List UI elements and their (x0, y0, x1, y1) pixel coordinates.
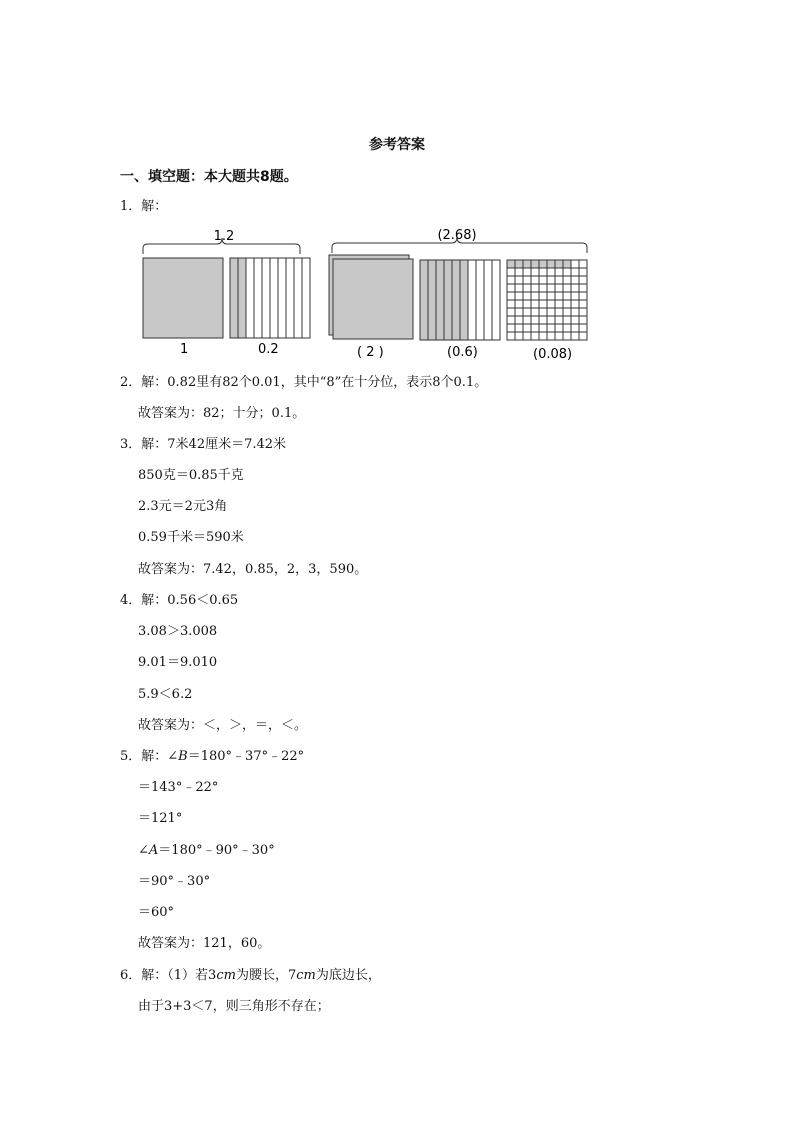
tenth-strip (230, 258, 238, 338)
hundredth-cell (507, 308, 515, 316)
hundredth-cell (579, 324, 587, 332)
hundredth-cell (515, 292, 523, 300)
label-one: 1 (180, 342, 189, 357)
hundredth-cell (579, 300, 587, 308)
hundredth-cell (555, 324, 563, 332)
label-point-six: (0.6) (447, 345, 478, 360)
page-title: 参考答案 (369, 137, 425, 153)
tenth-strip (302, 258, 310, 338)
hundredth-cell (507, 316, 515, 324)
hundredth-cell (523, 268, 531, 276)
hundredth-cell (563, 300, 571, 308)
hundredth-cell (539, 292, 547, 300)
hundredth-cell (539, 260, 547, 268)
hundredth-cell (507, 276, 515, 284)
q6-line-1 (120, 967, 381, 985)
tenth-strip (294, 258, 302, 338)
hundredth-cell (523, 332, 531, 340)
hundredth-cell (563, 292, 571, 300)
tenth-strip (476, 260, 484, 340)
hundredth-cell (539, 332, 547, 340)
hundredth-cell (515, 308, 523, 316)
hundredth-cell (579, 332, 587, 340)
hundredth-cell (579, 316, 587, 324)
hundredth-cell (507, 300, 515, 308)
hundredth-cell (571, 316, 579, 324)
hundredth-cell (507, 324, 515, 332)
hundredth-cell (555, 276, 563, 284)
hundredth-cell (523, 300, 531, 308)
q5-line-5: ＝90°﹣30° (138, 874, 211, 889)
front-square (333, 259, 413, 339)
hundredth-cell (563, 260, 571, 268)
q3-line-1: 3．解：7米42厘米＝7.42米 (120, 437, 287, 452)
hundredth-cell (531, 268, 539, 276)
hundredth-cell (523, 308, 531, 316)
hundredth-cell (507, 268, 515, 276)
tenth-strip (468, 260, 476, 340)
hundredth-cell (571, 324, 579, 332)
q5-line-1-rest: ＝180°﹣37°﹣22° (187, 749, 305, 764)
hundredth-cell (547, 268, 555, 276)
tenth-strip (270, 258, 278, 338)
hundredth-cell (515, 332, 523, 340)
q5-line-2: ＝143°﹣22° (138, 780, 219, 795)
hundredth-cell (563, 324, 571, 332)
q2-line: 2．解：0.82里有82个0.01，其中“8”在十分位，表示8个0.1。 (120, 375, 488, 390)
hundredth-cell (555, 332, 563, 340)
hundredth-cell (515, 260, 523, 268)
hundredth-cell (507, 284, 515, 292)
hundredth-cell (531, 324, 539, 332)
hundredth-cell (515, 284, 523, 292)
tenths-square-0-2 (230, 258, 310, 338)
angle-b-letter: B (178, 749, 188, 764)
tenth-strip (444, 260, 452, 340)
q5-prefix: 5．解：∠ (120, 749, 179, 764)
tenth-strip (460, 260, 468, 340)
hundredth-cell (539, 324, 547, 332)
q1-label: 1．解： (120, 199, 168, 214)
tenth-strip (278, 258, 286, 338)
q6-mid: 为腰长，7 (235, 968, 297, 983)
hundredth-cell (555, 316, 563, 324)
hundredth-cell (531, 308, 539, 316)
hundredth-cell (515, 300, 523, 308)
q6-prefix: 6．解：（1）若3 (120, 968, 217, 983)
hundredth-cell (547, 284, 555, 292)
hundredth-cell (579, 284, 587, 292)
hundredth-cell (547, 308, 555, 316)
hundredth-cell (523, 324, 531, 332)
tenth-strip (254, 258, 262, 338)
decimal-model-figure (140, 226, 595, 366)
hundredth-cell (523, 276, 531, 284)
left-brace-label: 1.2 (213, 229, 235, 244)
hundredth-cell (555, 268, 563, 276)
hundredth-cell (547, 292, 555, 300)
q6-suffix: 为底边长， (315, 968, 381, 983)
hundredth-cell (579, 292, 587, 300)
tenths-square-0-6 (420, 260, 500, 340)
hundredth-cell (563, 308, 571, 316)
hundredth-cell (531, 316, 539, 324)
hundredth-cell (547, 300, 555, 308)
label-two: ( 2 ) (357, 345, 384, 360)
section-heading: 一、填空题：本大题共8题。 (120, 169, 298, 185)
q4-line-4: 5.9＜6.2 (138, 687, 193, 702)
q5-line-4-rest: ＝180°﹣90°﹣30° (158, 843, 275, 858)
q2-answer: 故答案为：82；十分；0.1。 (138, 406, 306, 421)
q5-line-6: ＝60° (138, 905, 175, 920)
right-brace-label: (2.68) (437, 228, 477, 243)
hundredth-cell (531, 332, 539, 340)
hundredth-cell (571, 276, 579, 284)
hundredth-cell (523, 284, 531, 292)
q6-line-2: 由于3+3＜7，则三角形不存在； (138, 999, 330, 1014)
whole-square (143, 258, 223, 338)
hundredth-cell (571, 292, 579, 300)
hundredth-cell (571, 332, 579, 340)
hundredth-cell (539, 268, 547, 276)
q5-line-4 (138, 842, 275, 860)
hundredth-cell (531, 276, 539, 284)
angle-symbol: ∠ (138, 843, 149, 858)
hundredth-cell (571, 284, 579, 292)
hundredth-cell (555, 292, 563, 300)
hundredth-cell (539, 300, 547, 308)
q4-line-2: 3.08＞3.008 (138, 624, 218, 639)
hundredth-cell (539, 284, 547, 292)
hundredth-cell (515, 316, 523, 324)
hundredth-cell (555, 260, 563, 268)
hundredth-cell (547, 316, 555, 324)
hundredth-cell (547, 276, 555, 284)
q4-answer: 故答案为：＜，＞，＝，＜。 (138, 718, 308, 733)
tenth-strip (428, 260, 436, 340)
hundredth-cell (563, 316, 571, 324)
hundredth-cell (507, 332, 515, 340)
tenth-strip (246, 258, 254, 338)
hundredth-cell (515, 276, 523, 284)
hundredth-cell (531, 284, 539, 292)
hundredth-cell (523, 260, 531, 268)
hundredth-cell (563, 332, 571, 340)
hundredth-cell (555, 300, 563, 308)
tenth-strip (492, 260, 500, 340)
tenth-strip (436, 260, 444, 340)
tenth-strip (286, 258, 294, 338)
q4-line-3: 9.01＝9.010 (138, 655, 218, 670)
hundredth-cell (547, 260, 555, 268)
hundredth-cell (555, 308, 563, 316)
hundredth-cell (579, 308, 587, 316)
q5-line-3: ＝121° (138, 811, 183, 826)
hundredth-cell (571, 308, 579, 316)
hundredth-cell (523, 292, 531, 300)
hundredth-cell (571, 260, 579, 268)
hundredth-cell (579, 260, 587, 268)
tenth-strip (452, 260, 460, 340)
hundredth-cell (515, 324, 523, 332)
hundredth-cell (531, 300, 539, 308)
hundredth-cell (539, 316, 547, 324)
hundredth-cell (579, 268, 587, 276)
q3-answer: 故答案为：7.42，0.85，2，3，590。 (138, 562, 368, 577)
q3-line-4: 0.59千米＝590米 (138, 530, 244, 545)
hundredth-cell (571, 300, 579, 308)
hundredth-cell (555, 284, 563, 292)
hundredth-cell (539, 276, 547, 284)
tenth-strip (262, 258, 270, 338)
tenth-strip (484, 260, 492, 340)
q4-line-1: 4．解：0.56＜0.65 (120, 593, 239, 608)
label-point-zero-eight: (0.08) (533, 347, 573, 362)
q5-line-1 (120, 748, 304, 766)
tenth-strip (420, 260, 428, 340)
label-point-two: 0.2 (258, 342, 279, 357)
hundredth-cell (507, 260, 515, 268)
unit-cm-1: cm (216, 968, 236, 983)
hundredth-cell (531, 292, 539, 300)
hundredth-cell (523, 316, 531, 324)
hundredth-cell (563, 276, 571, 284)
hundredth-cell (563, 284, 571, 292)
unit-cm-2: cm (296, 968, 316, 983)
q5-answer: 故答案为：121，60。 (138, 936, 271, 951)
hundredth-cell (539, 308, 547, 316)
hundredth-cell (515, 268, 523, 276)
hundredth-cell (563, 268, 571, 276)
hundredth-cell (547, 332, 555, 340)
hundredth-cell (507, 292, 515, 300)
hundredth-cell (571, 268, 579, 276)
q3-line-2: 850克＝0.85千克 (138, 468, 244, 483)
hundredth-cell (531, 260, 539, 268)
q3-line-3: 2.3元＝2元3角 (138, 499, 228, 514)
angle-a-letter: A (148, 843, 159, 858)
hundredth-cell (547, 324, 555, 332)
hundredths-grid-0-08 (507, 260, 587, 340)
hundredth-cell (579, 276, 587, 284)
tenth-strip (238, 258, 246, 338)
